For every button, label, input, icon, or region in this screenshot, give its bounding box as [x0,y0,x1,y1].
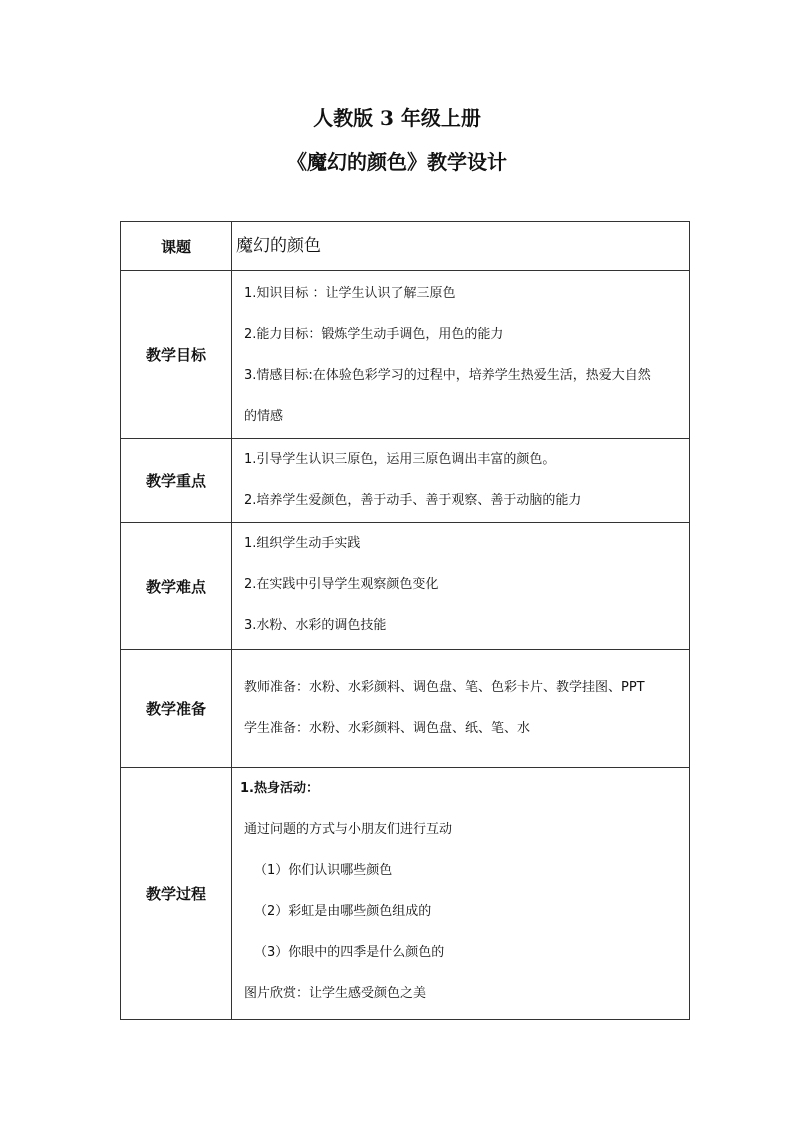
focus-cell [232,439,690,523]
difficulty-cell [232,523,690,650]
document-subtitle: 《魔幻的颜色》教学设计 [287,150,507,174]
table-row-difficulty [121,523,690,650]
focus-label: 教学重点 [121,439,232,523]
goal-item: 1.知识目标 ：让学生认识了解三原色 [244,286,456,301]
table-row-process [121,768,690,1020]
preparation-item: 学生准备：水粉、水彩颜料、调色盘、纸、笔、水 [244,721,531,736]
table-row-topic [121,222,690,271]
table-row-goals [121,271,690,439]
preparation-label: 教学准备 [121,650,232,768]
process-heading: 1.热身活动： [240,781,319,796]
process-label: 教学过程 [121,768,232,1020]
goal-item: 的情感 [244,409,284,424]
process-item: （2）彩虹是由哪些颜色组成的 [254,904,432,919]
goal-item: 3.情感目标:在体验色彩学习的过程中，培养学生热爱生活，热爱大自然 [244,368,651,383]
goal-item: 2.能力目标：锻炼学生动手调色，用色的能力 [244,327,504,342]
difficulty-item: 1.组织学生动手实践 [244,536,361,551]
difficulty-item: 2.在实践中引导学生观察颜色变化 [244,577,439,592]
preparation-cell [232,650,690,768]
lesson-plan-table [120,221,690,1020]
process-item: （1）你们认识哪些颜色 [254,863,393,878]
table-row-focus [121,439,690,523]
focus-item: 1.引导学生认识三原色，运用三原色调出丰富的颜色。 [244,452,556,467]
topic-label: 课题 [121,222,232,271]
difficulty-item: 3.水粉、水彩的调色技能 [244,618,387,633]
process-item: （3）你眼中的四季是什么颜色的 [254,945,445,960]
process-item: 通过问题的方式与小朋友们进行互动 [244,822,453,837]
goals-cell [232,271,690,439]
document-title: 人教版 3 年级上册 [313,106,481,130]
goals-label: 教学目标 [121,271,232,439]
topic-cell [232,222,690,271]
focus-item: 2.培养学生爱颜色，善于动手、善于观察、善于动脑的能力 [244,493,582,508]
table-row-preparation [121,650,690,768]
process-cell [232,768,690,1020]
topic-value: 魔幻的颜色 [236,236,321,256]
preparation-item: 教师准备：水粉、水彩颜料、调色盘、笔、色彩卡片、教学挂图、PPT [244,680,645,695]
process-item: 图片欣赏：让学生感受颜色之美 [244,986,427,1001]
difficulty-label: 教学难点 [121,523,232,650]
